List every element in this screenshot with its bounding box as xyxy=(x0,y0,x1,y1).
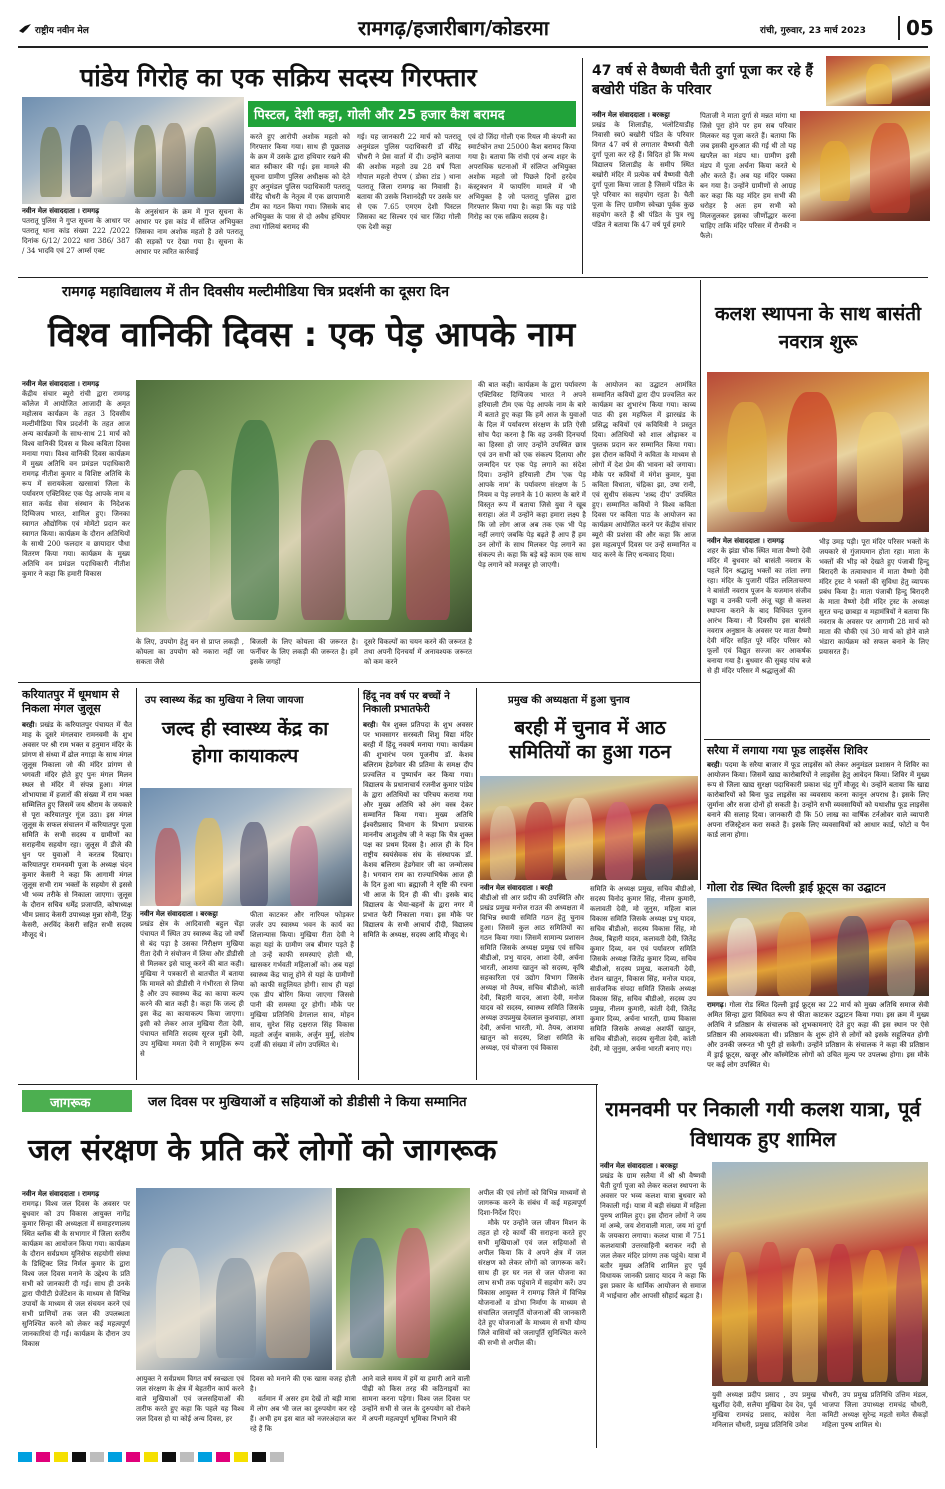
headline-vaishnavi: 47 वर्ष से वैष्णवी चैती दुर्गा पूजा कर रहे हैं बखोरी पंडित के परिवार xyxy=(592,63,813,98)
rule-right-col xyxy=(700,280,701,890)
headline-jal: जल संरक्षण के प्रति करें लोगों को जागरूक xyxy=(28,1133,497,1168)
prabhatferi-body-wrap xyxy=(363,720,473,1080)
register-block xyxy=(36,1452,50,1462)
register-block xyxy=(198,1452,212,1462)
photo-durga-idol xyxy=(800,111,930,221)
register-block xyxy=(180,1452,194,1462)
register-block xyxy=(270,1452,284,1462)
photo-health-centre xyxy=(140,788,352,906)
rule-top-right xyxy=(582,58,583,274)
page-number: 05 xyxy=(898,16,934,40)
headline-golaroad: गोला रोड स्थित दिल्ली ड्राई फ्रूट्स का उद्घाटन xyxy=(707,881,886,894)
paper-name: राष्ट्रीय नवीन मेल xyxy=(35,25,89,36)
photo-kalash-temple xyxy=(707,372,929,532)
paper-logo xyxy=(18,18,113,40)
golaroad-body: । गोला रोड स्थित दिल्ली ड्राई फ्रूट्स का 22 मार्च को मुख्य अतिथि समाज सेवी अमित सिन्हा द्वारा विधिवत रूप से फीता काटकर उद्घाटन किया गया। इस क्रम में मुख्य अतिथि ने प्रतिष्ठान के संचालक को शुभकामनाएं देते हुए कहा की इस स्थान पर ऐसे प्रतिष्ठान की आवश्यकता थी। प्रतिष्ठान के शुरू होने से लोगों को इसके सहूलियत होगी और उनकी जरूरत भी पूरी हो सकेगी। उन्होंने प्रतिष्ठान के संचालक ने कहा की प्रतिष्ठान में ड्राई फ्रूट्स, खजूर और कॉस्मेटिक लोगों को उचित मूल्य पर उपलब्ध होगा। इस मौके पर कई लोग उपस्थित थे। xyxy=(707,1001,929,1069)
byline-vaishnavi: नवीन मेल संवाददाता । बरकट्ठा xyxy=(592,111,670,119)
rule-swasthya-left xyxy=(136,688,137,1080)
rule-mid1 xyxy=(18,277,928,278)
sariya-body-wrap xyxy=(707,760,929,874)
rule-ramnavami-left xyxy=(596,1084,597,1448)
vaniki-col3: की बात कही। कार्यक्रम के द्वारा पर्यावरण एक्टिविस्ट दिग्विजय भारत ने अपने हरियाली टीम एक पेड़ आपके नाम के बारे में बताते हुए कहा कि हमें आज के युवाओं के दिल में पर्यावरण संरक्षण के प्रति ऐसी सोच पैदा करना है कि वह उनकी दिनचर्या का हिस्सा हो जाए उन्होंने उपस्थित छात्र एवं उन सभी को एक संकल्प दिलाया और जन्मदिन पर एक पेड़ लगाने का संदेश दिया। उन्होंने हरियाली टीम 'एक पेड़ आपके नाम' के पर्यावरण संरक्षण के 5 नियम व पेड़ लगाने के 10 कारण के बारे में विस्तृत रूप में बताया जिसे युवा ने खूब सराहा। अंत में उन्होंने कहा हमारा लक्ष्य है कि जो लोग आज अब तक एक भी पेड़ नहीं लगाएं जबकि पेड़ बढ़ते हैं आप हैं हम उन लोगों के साथ मिलकर पेड़ लगाने का संकल्प ले। कहा कि बड़े बड़े काम एक साथ पेड़ लगाने को मजबूर हो जाएगी। xyxy=(478,381,589,569)
photo-durga-puja xyxy=(826,56,930,106)
headline-pandey: पांडेय गिरोह का एक सक्रिय सदस्य गिरफ्तार xyxy=(80,63,477,92)
sariya-body: । पदमा के सरैया बाजार में फूड लाइसेंस को लेकर अनुमंडल प्रशासन ने शिविर का आयोजन किया। जिसमें खाद्य कारोबारियों ने लाइसेंस हेतु आवेदन किया। शिविर में मुख्य रूप से जिला खाद्य सुरक्षा पदाधिकारी प्रकाश चंद्र गुर्गे मौजूद थे। उन्होंने बताया कि खाद्य कारोबारियों को बिना फूड लाइसेंस का व्यवसाय करना कानून अपराध है। इसके लिए जुर्माना और सजा दोनों हो सकती है। उन्होंने सभी व्यवसायियों को यथाशीघ्र फूड लाइसेंस बनाने की सलाह दिया। जानकारी दी कि 50 लाख का वार्षिक टर्नओवर वाले व्यापारी अपना रजिस्ट्रेशन करा सकते हैं। इसके लिए व्यवसायियों को आधार कार्ड, फोटो व पैन कार्ड लाना होगा। xyxy=(707,761,929,839)
jal-col1: रामगढ़। विश्व जल दिवस के अवसर पर बुधवार को उप विकास आयुक्त नागेंद्र कुमार सिन्हा की अध्यक्षता में समाहरणालय स्थित ब्लॉक बी के सभागार में जिला स्तरीय कार्यक्रम का आयोजन किया गया। कार्यक्रम के दौरान सर्वप्रथम यूनिसेफ सहयोगी संस्था के डिस्ट्रिक्ट लिड निर्मल कुमार के द्वारा विश्व जल दिवस मनाने के उद्देश्य के प्रति सभी को जानकारी दी गई। साथ ही उनके द्वारा पीपीटी प्रेजेंटेशन के माध्यम से विभिन्न उपायों के माध्यम से जल संचयन करने एवं सभी प्राणियों तक जल की उपलब्धता सुनिश्चित करने को लेकर कई महत्वपूर्ण जानकारियां दी गईं। कार्यक्रम के दौरान उप विकास xyxy=(22,1200,133,1348)
vaniki-caption1: के लिए, उपयोग हेतु वन से प्राप्त लकड़ी , कोयला का उपयोग को नकारा नहीं जा सकता जैसे xyxy=(136,638,247,666)
headline-kariyatpur: करियातपुर में धूमधाम से निकला मंगल जुलूस xyxy=(22,688,120,715)
kicker-jal: जल दिवस पर मुखियाओं व सहियाओं को डीडीसी ने किया सम्मानित xyxy=(148,1095,467,1110)
rule-chunav-left xyxy=(476,688,477,1080)
byline-chunav: नवीन मेल संवाददाता । बरही xyxy=(480,884,553,892)
pandey-col1: पतरातू पुलिस ने गुप्त सूचना के आधार पर पतरातू थाना कांड संख्या 222 /2022 दिनांक 6/12/ 2022 धारा 386/ 387 / 34 भादवि एवं 27 आर्म्स एक्ट xyxy=(22,217,133,255)
register-block xyxy=(126,1452,140,1462)
photo-kalash-yatra xyxy=(712,1162,928,1386)
byline-kalash: नवीन मेल संवाददाता । रामगढ़ xyxy=(707,537,785,545)
headline-swasthya: जल्द ही स्वास्थ्य केंद्र का होगा कायाकल्प xyxy=(161,718,329,767)
headline-kalash: कलश स्थापना के साथ बासंती नवरात्र शुरू xyxy=(714,303,922,353)
jal-caption1: आयुक्त ने सर्वप्रथम विगत वर्ष स्वच्छता एवं जल संरक्षण के क्षेत्र में बेहतरीन कार्य करने वाले मुखियाओं एवं जलसहियाओं की तारीफ करते हुए कहा कि पहले यह विश्व जल दिवस हो या कोई अन्य दिवस, हर xyxy=(136,1375,247,1423)
register-block xyxy=(72,1452,86,1462)
kariyatpur-body: । प्रखंड के करियातपुर पंचायत में चैत माह के दूसरे मंगलवार रामनवमी के शुभ अवसर पर श्री राम भक्त व हनुमान मंदिर के प्रांगण से संध्या में ढोल नगाड़ा के साथ मंगल जुलूस निकाला जो की मंदिर प्रांगण से भगवती मंदिर होते हुए पुनः मंगल मिलन स्थल से मंदिर में संपन्न हुआ। मंगल शोभायात्रा में हजारों की संख्या में राम भक्त सम्मिलित हुए जिसमें जय श्रीराम के जयकारे से पूरा करियातपुर गूंज उठा। इस मंगल जुलूस के सफल संचालन में करियातपुर पूजा समिति के सभी सदस्य व ग्रामीणों का सराहनीय सहयोग रहा। जुलूस में डीजे की धुन पर युवाओं ने करतब दिखाए। करियातपुर रामनवमी पूजा के अध्यक्ष चंदन कुमार केसरी ने कहा कि आगामी मंगल जुलूस सभी राम भक्तों के सहयोग से इससे भी भव्य तरीके से निकाला जाएगा। जुलूस के दौरान सचिव धर्मेंद्र प्रजापति, कोषाध्यक्ष भीम प्रसाद केसरी उपाध्यक्ष मुन्ना सोनी, टिंकु केसरी, अरविंद केसरी सहित सभी सदस्य मौजूद थे। xyxy=(22,721,132,939)
photo-jal-meeting xyxy=(136,1188,332,1370)
register-block xyxy=(144,1452,158,1462)
rule-bottom-section xyxy=(18,1084,598,1085)
register-block xyxy=(252,1452,266,1462)
jal-col4: अपील की एवं लोगों को विभिन्न माध्यमों से जागरूक करने के संबंध में कई महत्वपूर्ण दिशा-निर्देश दिए। मौके पर उन्होंने जल जीवन मिशन के तहत हो रहे कार्यों की सराहना करते हुए सभी मुखियाओं एवं जल सहियाओं से अपील किया कि वे अपने क्षेत्र में जल संरक्षण को लेकर लोगों को जागरूक करें। साथ ही हर घर नल से जल योजना का लाभ सभी तक पहुंचाने में सहयोग करें। उप विकास आयुक्त ने रामगढ़ जिले में विभिन्न योजनाओं व डोभा निर्माण के माध्यम से संचालित जलापूर्ति योजनाओं की जानकारी देते हुए योजनाओं के माध्यम से सभी योग्य जिले वासियों को जलापूर्ति सुनिश्चित करने की सभी से अपील की। xyxy=(478,1189,586,1347)
byline-pandey: नवीन मेल संवाददाता । रामगढ़ xyxy=(22,207,100,215)
vaishnavi-col1: प्रखंड के शिलाडीह, भलोटियाडीह निवासी स्व0 बखोरी पंडित के परिवार विगत 47 वर्ष से लगातार वैष्णवी चैती दुर्गा पूजा कर रहे हैं। विदित हो कि मध्य विद्यालय शिलाडीह के समीप स्थित बखोरी मंदिर में प्रत्येक वर्ष वैष्णवी चैती दुर्गा पूजा किया जाता है जिसमें पंडित के पूरे परिवार का सहयोग रहता है। चैती पूजा के लिए ग्रामीण स्वेच्छा पूर्वक कुछ सहयोग करते हैं श्री पंडित के पुत्र रघु पंडित ने बताया कि 47 वर्ष पूर्व हमारे xyxy=(592,121,697,229)
jal-caption2: दिवस को मनाने की एक खास वजह होती है। वर्तमान में असर हम देखें तो बड़ी मात्रा में लोग अब भी जल का दुरुपयोग कर रहे हैं। अभी हम इस बात को नजरअंदाज कर रहे हैं कि xyxy=(250,1375,356,1433)
kicker-swasthya: उप स्वास्थ्य केंद्र का मुखिया ने लिया जायजा xyxy=(145,695,304,706)
subhead-pandey: पिस्टल, देशी कट्टा, गोली और 25 हजार कैश बरामद xyxy=(254,108,505,123)
kalash-col2: भीड़ उमड़ पड़ी। पूरा मंदिर परिसर भक्तों के जयकारे से गुंजायमान होता रहा। माता के भक्तों की भीड़ को देखते हुए पंजाबी हिन्दु बिरादरी के तत्वावधान में माता वैष्णो देवी मंदिर ट्रस्ट ने भक्तों की सुविधा हेतु व्यापक प्रबंध किया है। माता पंजाबी हिन्दु बिरादरी के माता वैष्णो देवी मंदिर ट्रस्ट के अध्यक्ष सुरत चन्द्र छाबड़ा व महामंत्रियों ने बताया कि नवरात्र के अवसर पर आगामी 28 मार्च को माता की चौकी एवं 30 मार्च को होने वाले भंडारा कार्यक्रम को सफल बनाने के लिए प्रयासरत हैं। xyxy=(819,538,932,656)
vaniki-caption2: बिजली के लिए कोयला की जरूरत है। फर्नीचर के लिए लकड़ी की जरूरत है। हमें इसके जगहों xyxy=(250,638,361,666)
golaroad-body-wrap xyxy=(707,1000,929,1080)
byline-golaroad: रामगढ़ xyxy=(707,1001,724,1009)
kicker-chunav: प्रमुख की अध्यक्षता में हुआ चुनाव xyxy=(508,695,630,706)
kalash-col1: शहर के झंडा चौक स्थित माता वैष्णो देवी मंदिर में बुधवार को बासंती नवरात्र के पहले दिन श्रद्धालु भक्तों का तांता लगा रहा। मंदिर के पुजारी पंडित ललिताचरण ने बासंती नवरात्र पूजन के यजमान संजीव चड्ढा व उनकी पत्नी अंजू चड्ढा से कलश स्थापना कराने के बाद विधिवत पूजन आरंभ किया। नौ दिवसीय इस बासंती नवरात्र अनुष्ठान के अवसर पर माता वैष्णो देवी मंदिर सहित पूरे मंदिर परिसर को फूलों एवं विद्युत सज्जा कर आकर्षक बनाया गया है। बुधवार की सुबह पांच बजे से ही मंदिर परिसर में श्रद्धालुओं की xyxy=(707,547,814,675)
headline-vaniki: विश्व वानिकी दिवस : एक पेड़ आपके नाम xyxy=(48,315,576,355)
photo-police-press xyxy=(22,97,244,204)
byline-jal: नवीन मेल संवाददाता । रामगढ़ xyxy=(22,1190,100,1198)
swasthya-col2: फीता काटकर और नारियल फोड़कर जर्जर उप स्वास्थ्य भवन के कार्य का शिलान्यास किया। मुखिया रीता देवी ने कहा यहां के ग्रामीण जब बीमार पड़ते हैं तो उन्हें काफी समस्याएं होती थी, खासकर गर्भवती महिलाओं को। अब यहां स्वास्थ्य केंद्र चालू होने से यहां के ग्रामीणों को काफी सहूलियत होगी। साथ ही यहां एक डीप बोरिंग किया जाएगा जिससे पानी की समस्या दूर होगी। मौके पर मुखिया प्रतिनिधि डेगलाल साव, मोहन साव, सुरेश सिंह दक्षराज सिंह विकास महतो अर्जुन बासके, अर्जुन मुर्मू, संतोष दर्जी की संख्या में लोग उपस्थित थे। xyxy=(250,911,357,1049)
byline-prabhatferi: बरही xyxy=(363,721,376,729)
byline-sariya: बरही xyxy=(707,761,720,769)
vaniki-col1: केंद्रीय संचार ब्यूरो रांची द्वारा रामगढ़ कॉलेज में आयोजित आजादी के अमृत महोत्सव कार्यक्रम के तहत 3 दिवसीय मल्टीमीडिया चित्र प्रदर्शनी के तहत आज अन्य कार्यक्रमों के साथ-साथ 21 मार्च को विश्व वानिकी दिवस व विश्व कविता दिवस मनाया गया। विश्व वानिकी दिवस कार्यक्रम में मुख्य अतिथि वन प्रमंडल पदाधिकारी रामगढ़ नीतीश कुमार व विशिष्ट अतिथि के रूप में सरायकेला खरसावां जिला के पर्यावरण एक्टिविस्ट एक पेड़ आपके नाम व सात कर्वड सेवा संस्थान के निदेशक दिग्विजय भारत, शामिल हुए। जिनका स्वागत औद्योगिक एवं मोमेंटो प्रदान कर स्वागत किया। कार्यक्रम के दौरान अतिथियों के साथी 200 फलदार व छायादार पौधा वितरण किया गया। कार्यक्रम के मुख्य अतिथि वन प्रमंडल पदाधिकारी नीतीश कुमार ने कहा कि हमारी विकास xyxy=(22,390,133,578)
pandey-col5: एवं दो जिंदा गोली एक रियल मी कंपनी का स्मार्टफोन तथा 25000 कैश बरामद किया गया है। बताया कि रांची एवं अन्य शहर के अपराधिक घटनाओं में संलिप्त अभियुक्त अशोक महतो जो पिछले दिनों हरदेव कंस्ट्रक्शन में फायरिंग मामले में भी अभियुक्त है जो पतरातू पुलिस द्वारा गिरफ्तार किया गया है। कहा कि यह पांडे गिरोह का एक सक्रिय सदस्य है। xyxy=(468,133,579,221)
photo-plant-ceremony xyxy=(136,380,472,632)
masthead xyxy=(18,8,934,48)
vaniki-col4: के आयोजन का उद्घाटन आमंत्रित सम्मानित कवियों द्वारा दीप प्रज्वलित कर कार्यक्रम का शुभारंभ किया गया। काव्य पाठ की इस महफिल में झारखंड के प्रसिद्ध कवियों एवं कवियित्री ने प्रस्तुत दिया। अतिथियों को शाल ओढ़ाकर व पुस्तक प्रदान कर सम्मानित किया गया। इस दौरान कवियों ने कविता के माध्यम से लोगों में देश प्रेम की भावना को जगाया। मौके पर कवियों में मंगेश कुमार, युवा कविता विधाता, चंद्रिका झा, उषा रानी, एवं सुधीप संकल्प 'शब्द दीप' उपस्थित हुए। सम्मानित कवियों ने विश्व कविता दिवस पर कविता पाठ के आयोजन का कार्यक्रम आयोजित करने पर केंद्रीय संचार ब्यूरो की प्रशंसा की और कहा कि आज इस महत्वपूर्ण दिवस पर उन्हें सम्मानित व याद करने के लिए धन्यवाद दिया। xyxy=(592,381,699,559)
photo-committee-meeting xyxy=(480,776,698,880)
chunav-col1: बीडीओ सी आर प्रदीप की उपस्थिति और प्रखंड प्रमुख मनोज राउत की अध्यक्षता में विभिन्न स्थायी समिति गठन हेतु चुनाव हुआ। जिसमें कुल आठ समितियों का गठन किया गया। जिसमें सामान्य प्रशासन समिति जिसके अध्यक्ष प्रमुख एवं सचिव बीडीओ, प्रभु यादव, आशा देवी, अर्चना भारती, आशया खातुन को सदस्य, कृषि सहकारिता एवं उद्योग विभाग जिसके अध्यक्ष मो तैयब, सचिव बीडीओ, कांती देवी, बिहारी यादव, आशा देवी, मनोज यादव को सदस्य, स्वास्थ्य समिति जिसके अध्यक्ष उपप्रमुख देवलाल कुशवाहा, आशा देवी, अर्चना भारती, मो. तैयब, आशया खातुन को सदस्य, शिक्षा समिति के अध्यक्ष, एवं योजना एवं विकास xyxy=(480,894,587,1052)
headline-prabhatferi: हिंदू नव वर्ष पर बच्चों ने निकाली प्रभातफेरी xyxy=(363,691,450,715)
vaishnavi-col2: पिताजी ने माता दुर्गा से मन्नत मांगा था जिसे पूरा होने पर हम सब परिवार मिलकर यह पूजा करते हैं। बताया कि जब इसकी शुरुआत की गई थी तो यह खपरैल का मंडप था। ग्रामीण इसी मंडप में पूजा अर्चना किया करते थे और करते हैं। अब यह मंदिर पक्का बन गया है। उन्होंने ग्रामीणों से आग्रह कर कहा कि यह मंदिर हम सभी की धरोहर है अतः हम सभी को मिलजुलकर इसका जीर्णोद्धार करना चाहिए ताकि मंदिर परिसर में रौनकी न फैले। xyxy=(700,112,799,240)
rule-mid2 xyxy=(18,682,700,683)
register-block xyxy=(234,1452,248,1462)
byline-swasthya: नवीन मेल संवाददाता । बरकट्ठा xyxy=(140,910,218,918)
kicker-vaniki: रामगढ़ महाविद्यालय में तीन दिवसीय मल्टीमीडिया चित्र प्रदर्शनी का दूसरा दिन xyxy=(62,284,449,300)
pandey-col2: के अनुसंधान के क्रम में गुप्त सूचना के आधार पर इस कांड में संलिप्त अभियुक्त जिसका नाम अशोक महतो है उसे पतरातू की सड़कों पर देखा गया है। सूचना के आधार पर त्वरित कार्रवाई xyxy=(135,208,246,256)
ramnavami-caption1: युवी अध्यक्ष प्रदीप प्रसाद , उप प्रमुख खुर्शीदा देवी, सलैया मुखिया देव देव, पूर्व मुखिया रामचंद्र प्रसाद, कांग्रेस नेता मनिलाल चौधरी, प्रमुख प्रतिनिधि उमेश xyxy=(712,1391,819,1429)
headline-ramnavami: रामनवमी पर निकाली गयी कलश यात्रा, पूर्व विधायक हुए शामिल xyxy=(605,1097,921,1151)
rule-prabhat-left xyxy=(358,688,359,1080)
vaniki-caption3: दूसरे विकल्पों का चयन करने की जरूरत है तथा अपनी दिनचर्या में अनावश्यक जरूरत को कम करने xyxy=(364,638,475,666)
register-block xyxy=(108,1452,122,1462)
ramnavami-caption2: चौधरी, उप प्रमुख प्रतिनिधि उत्तिम मंडल, भाजपा जिला उपाध्यक्ष रामचंद्र चौधरी, कमिटी अध्यक्ष सुरेन्द्र महतो समेत सैकड़ों महिला पुरुष शामिल थे। xyxy=(822,1391,931,1429)
photo-jal-honour xyxy=(336,1188,470,1370)
prabhatferi-body: । चैत्र शुक्ल प्रतिपदा के शुभ अवसर पर भावसागर सरस्वती शिशु विद्या मंदिर बरही में हिंदू नववर्ष मनाया गया। कार्यक्रम की शुभारंभ परम पूजनीय डॉ. केशव बलिराम हेडगेवार की प्रतिमा के समक्ष दीप प्रज्वलित व पुष्पार्चन कर किया गया। विद्यालय के प्रधानाचार्य रजनीश कुमार पांडेय के द्वारा अतिथियों का परिचय कराया गया और मुख्य अतिथि को अंग वस्त्र देकर सम्मानित किया गया। मुख्य अतिथि ईश्वरीप्रसाद विभाग के विभाग प्रचारक माननीय आशुतोष जी ने कहा कि चैत्र शुक्ल पक्ष का प्रथम दिवस है। आज ही के दिन राष्ट्रीय स्वयंसेवक संघ के संस्थापक डॉ. केशव बलिराम हेडगेवार जी का जन्मोत्सव है। भगवान राम का राज्याभिषेक आज ही के दिन हुआ था। ब्रह्माजी ने सृष्टि की रचना भी आज के दिन ही की थी। इसके बाद विद्यालय के भैया-बहनों के द्वारा नगर में प्रभात फेरी निकाला गया। इस मौके पर विद्यालय के सभी आचार्य दीदी, विद्यालय समिति के अध्यक्ष, सदस्य आदि मौजूद थे। xyxy=(363,721,473,939)
jal-caption3: आने वाले समय में हमें या हमारी आने वाली पीढ़ी को किस तरह की कठिनाइयों का सामना करना पड़ेगा। विश्व जल दिवस पर उन्होंने सभी से जल के दुरुपयोग को रोकने में अपनी महत्वपूर्ण भूमिका निभाने की xyxy=(362,1375,473,1423)
register-block xyxy=(162,1452,176,1462)
section-title: रामगढ़/हजारीबाग/कोडरमा xyxy=(358,16,549,40)
color-register-strip xyxy=(18,1452,928,1464)
byline-vaniki: नवीन मेल संवाददाता । रामगढ़ xyxy=(22,380,100,388)
byline-ramnavami: नवीन मेल संवाददाता । बरकट्ठा xyxy=(600,1162,678,1170)
register-block xyxy=(18,1452,32,1462)
headline-chunav: बरही में चुनाव में आठ समितियों का हुआ गठन xyxy=(509,717,671,763)
photo-dryfruits-opening xyxy=(707,898,929,996)
dateline: रांची, गुरुवार, 23 मार्च 2023 xyxy=(760,26,866,36)
rule-sariya xyxy=(704,739,930,740)
ramnavami-body: प्रखंड के ग्राम सलैया में श्री श्री वैष्णवी चैती दुर्गा पूजा को लेकर कलश स्थापना के अवसर पर भव्य कलश यात्रा बुधवार को निकाली गई। यात्रा में बड़ी संख्या में महिला पुरुष शामिल हुए। इस दौरान लोगों ने जय मां अम्बे, जय शेरावाली माता, जय मां दुर्गा के जयकारा लगाया। कलश यात्रा में 751 कलशयात्री उत्तरवाहिनी बराकर नदी से जल लेकर मंदिर प्रांगण तक पहुंचे। यात्रा में बतौर मुख्य अतिथि शामिल हुए पूर्व विधायक जानकी प्रसाद यादव ने कहा कि इस प्रकार के धार्मिक आयोजन से समाज में भाईचारा और आपसी सौहार्द बढ़ता है। xyxy=(600,1172,709,1300)
headline-sariya: सरैया में लगाया गया फूड लाइसेंस शिविर xyxy=(707,744,868,757)
swasthya-col1: प्रखंड क्षेत्र के आदिवासी बहुल चेंड़ा पंचायत में स्थित उप स्वास्थ्य केंद्र जो वर्षों से बंद पड़ा है उसका निरीक्षण मुखिया रीता देवी ने संयोजन में लिया और डीडीसी से मिलकर इसे चालू करने की बात कही। मुखिया ने पत्रकारों से बातचीत में बताया कि मामले को डीडीसी ने गंभीरता से लिया है और उप स्वास्थ्य केंद्र का काया कल्प करने की बात कही है। कहा कि जल्द ही इस केंद्र का कायाकल्प किया जाएगा। इसी को लेकर आज मुखिया रीता देवी, पंचायत समिति सदस्य सूरज मुन्नी देवी, उप मुखिया ममता देवी ने सामूहिक रूप से xyxy=(140,920,247,1058)
pandey-col4: गई। यह जानकारी 22 मार्च को पतरातू अनुमंडल पुलिस पदाधिकारी डॉ वीरेंद्र चौधरी ने प्रेस वार्ता में दी। उन्होंने बताया की अशोक महतो उम्र 28 वर्ष पिता गोपाल महतो रोपण ( डोका टांड ) थाना पतरातू जिला रामगढ़ का निवासी है। बताया की उसके निशानदेही पर उसके घर से एक 7.65 एमएम देशी पिस्टल जिसका बट सिल्वर एवं चार जिंदा गोली एक देशी कट्टा xyxy=(357,133,464,231)
pandey-col3: करते हुए आरोपी अशोक महतो को गिरफ्तार किया गया। साथ ही पूछताछ के क्रम में उसके द्वारा हथियार रखने की बात स्वीकार की गई। इस मामले की सूचना ग्रामीण पुलिस अधीक्षक को देते हुए अनुमंडल पुलिस पदाधिकारी पतरातू वीरेंद्र चौधरी के नेतृत्व में एक छापामारी टीम का गठन किया गया। जिसके बाद अभियुक्त के पास से दो अवैध हथियार तथा गोलियां बरामद की xyxy=(250,133,353,231)
bird-logo-icon xyxy=(18,23,32,35)
byline-kariyatpur: बरही xyxy=(22,721,35,729)
register-block xyxy=(216,1452,230,1462)
register-block xyxy=(90,1452,104,1462)
tag-jal-label: जागरूक xyxy=(50,1096,91,1111)
chunav-col2: समिति के अध्यक्ष प्रमुख, सचिव बीडीओ, सदस्य विनोद कुमार सिंह, नीलम कुमारी, कलावती देवी, मो जुनुस, महिला बाल विकास समिति जिसके अध्यक्ष प्रभु यादव, सचिव बीडीओ, सदस्य विकास सिंह, मो तैयब, बिहारी यादव, कलावती देवी, जितेंद्र कुमार दिव्य, वन एवं पर्यावरण समिति जिसके अध्यक्ष जितेंद्र कुमार दिव्य, सचिव बीडीओ, सदस्य प्रमुख, कलावती देवी, रोशन खातुन, विकास सिंह, मनोज यादव, सार्वजनिक संपदा समिति जिसके अध्यक्ष विकास सिंह, सचिव बीडीओ, सदस्य उप प्रमुख, नीलम कुमारी, कांती देवी, जितेंद्र कुमार दिव्य, अर्चना भारती, ग्राम्य विकास समिति जिसके अध्यक्ष अशर्फी खातुन, सचिव बीडीओ, सदस्य सुनीता देवी, कांती देवी, मो जुनुस, अर्चना भारती बनाए गए। xyxy=(590,885,699,1053)
kariyatpur-body-wrap xyxy=(22,720,132,1080)
register-block xyxy=(54,1452,68,1462)
